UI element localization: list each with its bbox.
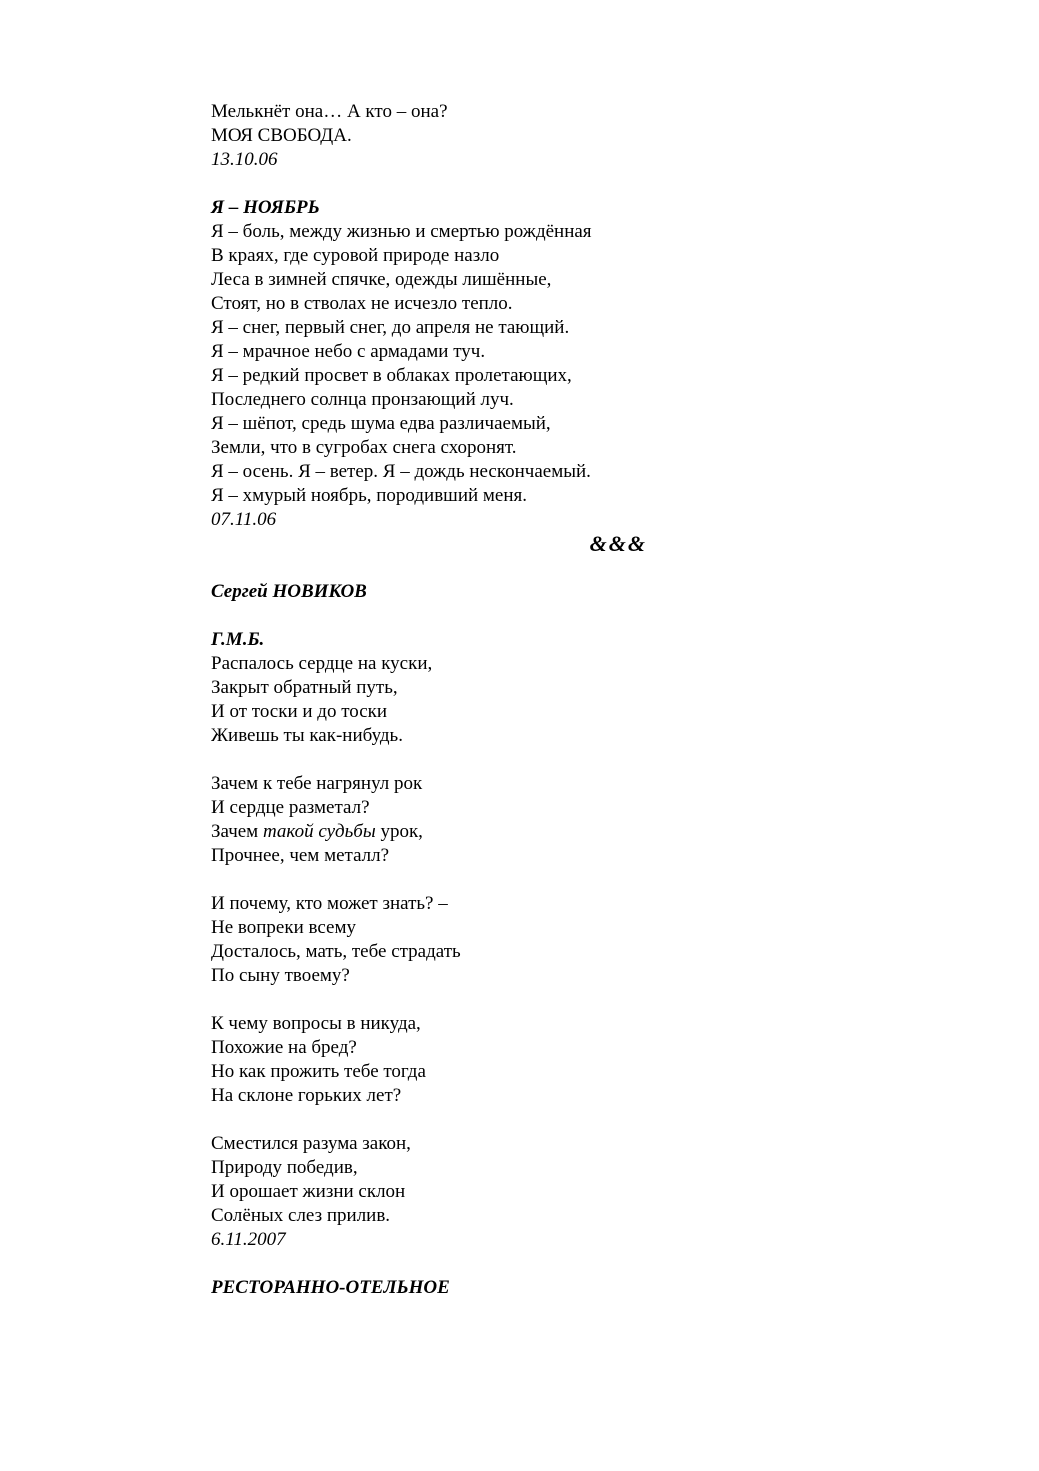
poem-line: В краях, где суровой природе назло: [211, 245, 500, 266]
poem-line: Стоят, но в стволах не исчезло тепло.: [211, 293, 513, 314]
section-separator: &&&: [589, 531, 647, 556]
poem-line: И от тоски и до тоски: [211, 701, 388, 722]
poem-line: Живешь ты как-нибудь.: [211, 725, 403, 746]
poem-date: 13.10.06: [211, 149, 278, 170]
poem-line: Распалось сердце на куски,: [211, 653, 433, 674]
poem-line: Я – шёпот, средь шума едва различаемый,: [211, 413, 551, 434]
poem-line: Похожие на бред?: [211, 1037, 357, 1058]
poem-line: По сыну твоему?: [211, 965, 350, 986]
poem-line: Солёных слез прилив.: [211, 1205, 391, 1226]
poem-line: Я – редкий просвет в облаках пролетающих,: [211, 365, 572, 386]
poem-line: К чему вопросы в никуда,: [211, 1013, 421, 1034]
poem-line: И сердце разметал?: [211, 797, 370, 818]
author-name: Сергей НОВИКОВ: [211, 581, 367, 602]
poem-line: Досталось, мать, тебе страдать: [211, 941, 461, 962]
poem-line: Земли, что в сугробах снега схоронят.: [211, 437, 517, 458]
poem-date: 07.11.06: [211, 509, 277, 530]
poem-line: МОЯ СВОБОДА.: [211, 125, 352, 146]
poem-line: Леса в зимней спячке, одежды лишённые,: [211, 269, 552, 290]
poem-line: Закрыт обратный путь,: [211, 677, 398, 698]
poem-title: Г.М.Б.: [211, 629, 265, 650]
poem-line: Я – боль, между жизнью и смертью рождённая: [211, 221, 592, 242]
document-page: [211, 100, 731, 1300]
poem-line: Я – мрачное небо с армадами туч.: [211, 341, 486, 362]
poem-line-mixed: [211, 820, 731, 844]
poem-line-part: урок,: [375, 821, 423, 842]
poem-line: И почему, кто может знать? –: [211, 893, 448, 914]
poem-line: Я – снег, первый снег, до апреля не тающий.: [211, 317, 570, 338]
poem-line: Прочнее, чем металл?: [211, 845, 390, 866]
poem-line: Не вопреки всему: [211, 917, 356, 938]
poem-line: Мелькнёт она… А кто – она?: [211, 101, 448, 122]
poem-line-part: Зачем: [211, 821, 263, 842]
poem-line: Природу победив,: [211, 1157, 358, 1178]
poem-line: Я – осень. Я – ветер. Я – дождь нескончаемый.: [211, 461, 591, 482]
poem-line: Но как прожить тебе тогда: [211, 1061, 426, 1082]
poem-date: 6.11.2007: [211, 1229, 286, 1250]
poem-line: Сместился разума закон,: [211, 1133, 411, 1154]
poem-line: На склоне горьких лет?: [211, 1085, 402, 1106]
poem-line: Зачем к тебе нагрянул рок: [211, 773, 423, 794]
poem-line: И орошает жизни склон: [211, 1181, 406, 1202]
poem-line: Я – хмурый ноябрь, породивший меня.: [211, 485, 528, 506]
poem-line-emphasis: такой судьбы: [262, 821, 376, 842]
poem-line: Последнего солнца пронзающий луч.: [211, 389, 514, 410]
poem-title: РЕСТОРАННО-ОТЕЛЬНОЕ: [211, 1277, 450, 1298]
poem-title: Я – НОЯБРЬ: [211, 197, 320, 218]
